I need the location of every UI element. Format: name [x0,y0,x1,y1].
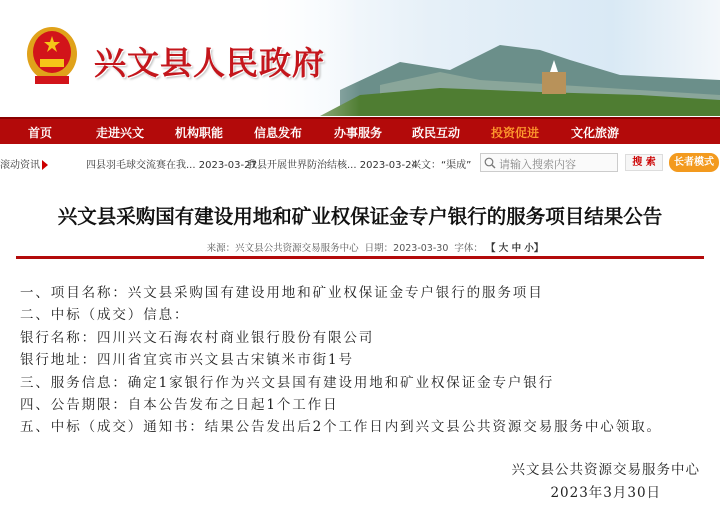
article-source: 来源：兴文县公共资源交易服务中心 [206,243,359,254]
article-line: 二、中标（成交）信息： [20,307,190,324]
article-title: 兴文县采购国有建设用地和矿业权保证金专户银行的服务项目结果公告 [57,205,663,228]
nav-organization[interactable]: 机构职能 [175,126,224,140]
nav-services[interactable]: 办事服务 [334,126,383,140]
nav-culture-tourism[interactable]: 文化旅游 [571,126,620,140]
nav-home[interactable]: 首页 [28,126,53,140]
search-button[interactable]: 搜 索 [625,154,663,171]
ticker-item[interactable]: 我县开展世界防治结核... 2023-03-24 [247,160,418,171]
ticker-item[interactable]: 兴文：“渠成” [411,160,472,171]
font-size-label: 字体： [454,243,483,254]
main-nav [0,117,720,144]
divider [16,256,704,259]
header-banner [0,0,720,116]
site-title: 兴文县人民政府 [94,44,326,82]
ticker-item[interactable]: 四县羽毛球交流赛在我... 2023-03-27 [86,160,257,171]
article-line: 银行地址：四川省宜宾市兴文县古宋镇米市街1号 [20,352,354,369]
search-icon [484,157,496,169]
nav-about[interactable]: 走进兴文 [96,126,145,140]
font-size-switch[interactable]: 【 大 中 小】 [485,243,544,254]
article-line: 五、中标（成交）通知书：结果公告发出后2个工作日内到兴文县公共资源交易服务中心领取。 [20,419,662,436]
article-line: 四、公告期限：自本公告发布之日起1个工作日 [20,396,339,413]
elder-mode-button[interactable]: 长者模式 [669,153,719,172]
nav-investment[interactable]: 投资促进 [491,126,540,140]
signature-block [512,458,701,504]
signature-date: 2023年3月30日 [550,485,662,501]
article-line: 一、项目名称：兴文县采购国有建设用地和矿业权保证金专户银行的服务项目 [20,285,544,301]
search-input[interactable] [480,153,618,172]
article-line: 银行名称：四川兴文石海农村商业银行股份有限公司 [20,329,375,346]
article-date: 日期：2023-03-30 [364,243,449,254]
signature-org: 兴文县公共资源交易服务中心 [511,462,700,478]
nav-interaction[interactable]: 政民互动 [412,126,461,140]
national-emblem-logo [25,26,79,86]
article-meta [0,240,720,254]
article-body [20,281,662,438]
article-line: 三、服务信息：确定1家银行作为兴文县国有建设用地和矿业权保证金专户银行 [20,374,555,391]
arrow-right-icon [42,160,48,170]
search-placeholder: 请输入搜索内容 [499,158,576,171]
nav-info[interactable]: 信息发布 [254,126,303,140]
ticker-label: 滚动资讯 [0,160,40,171]
